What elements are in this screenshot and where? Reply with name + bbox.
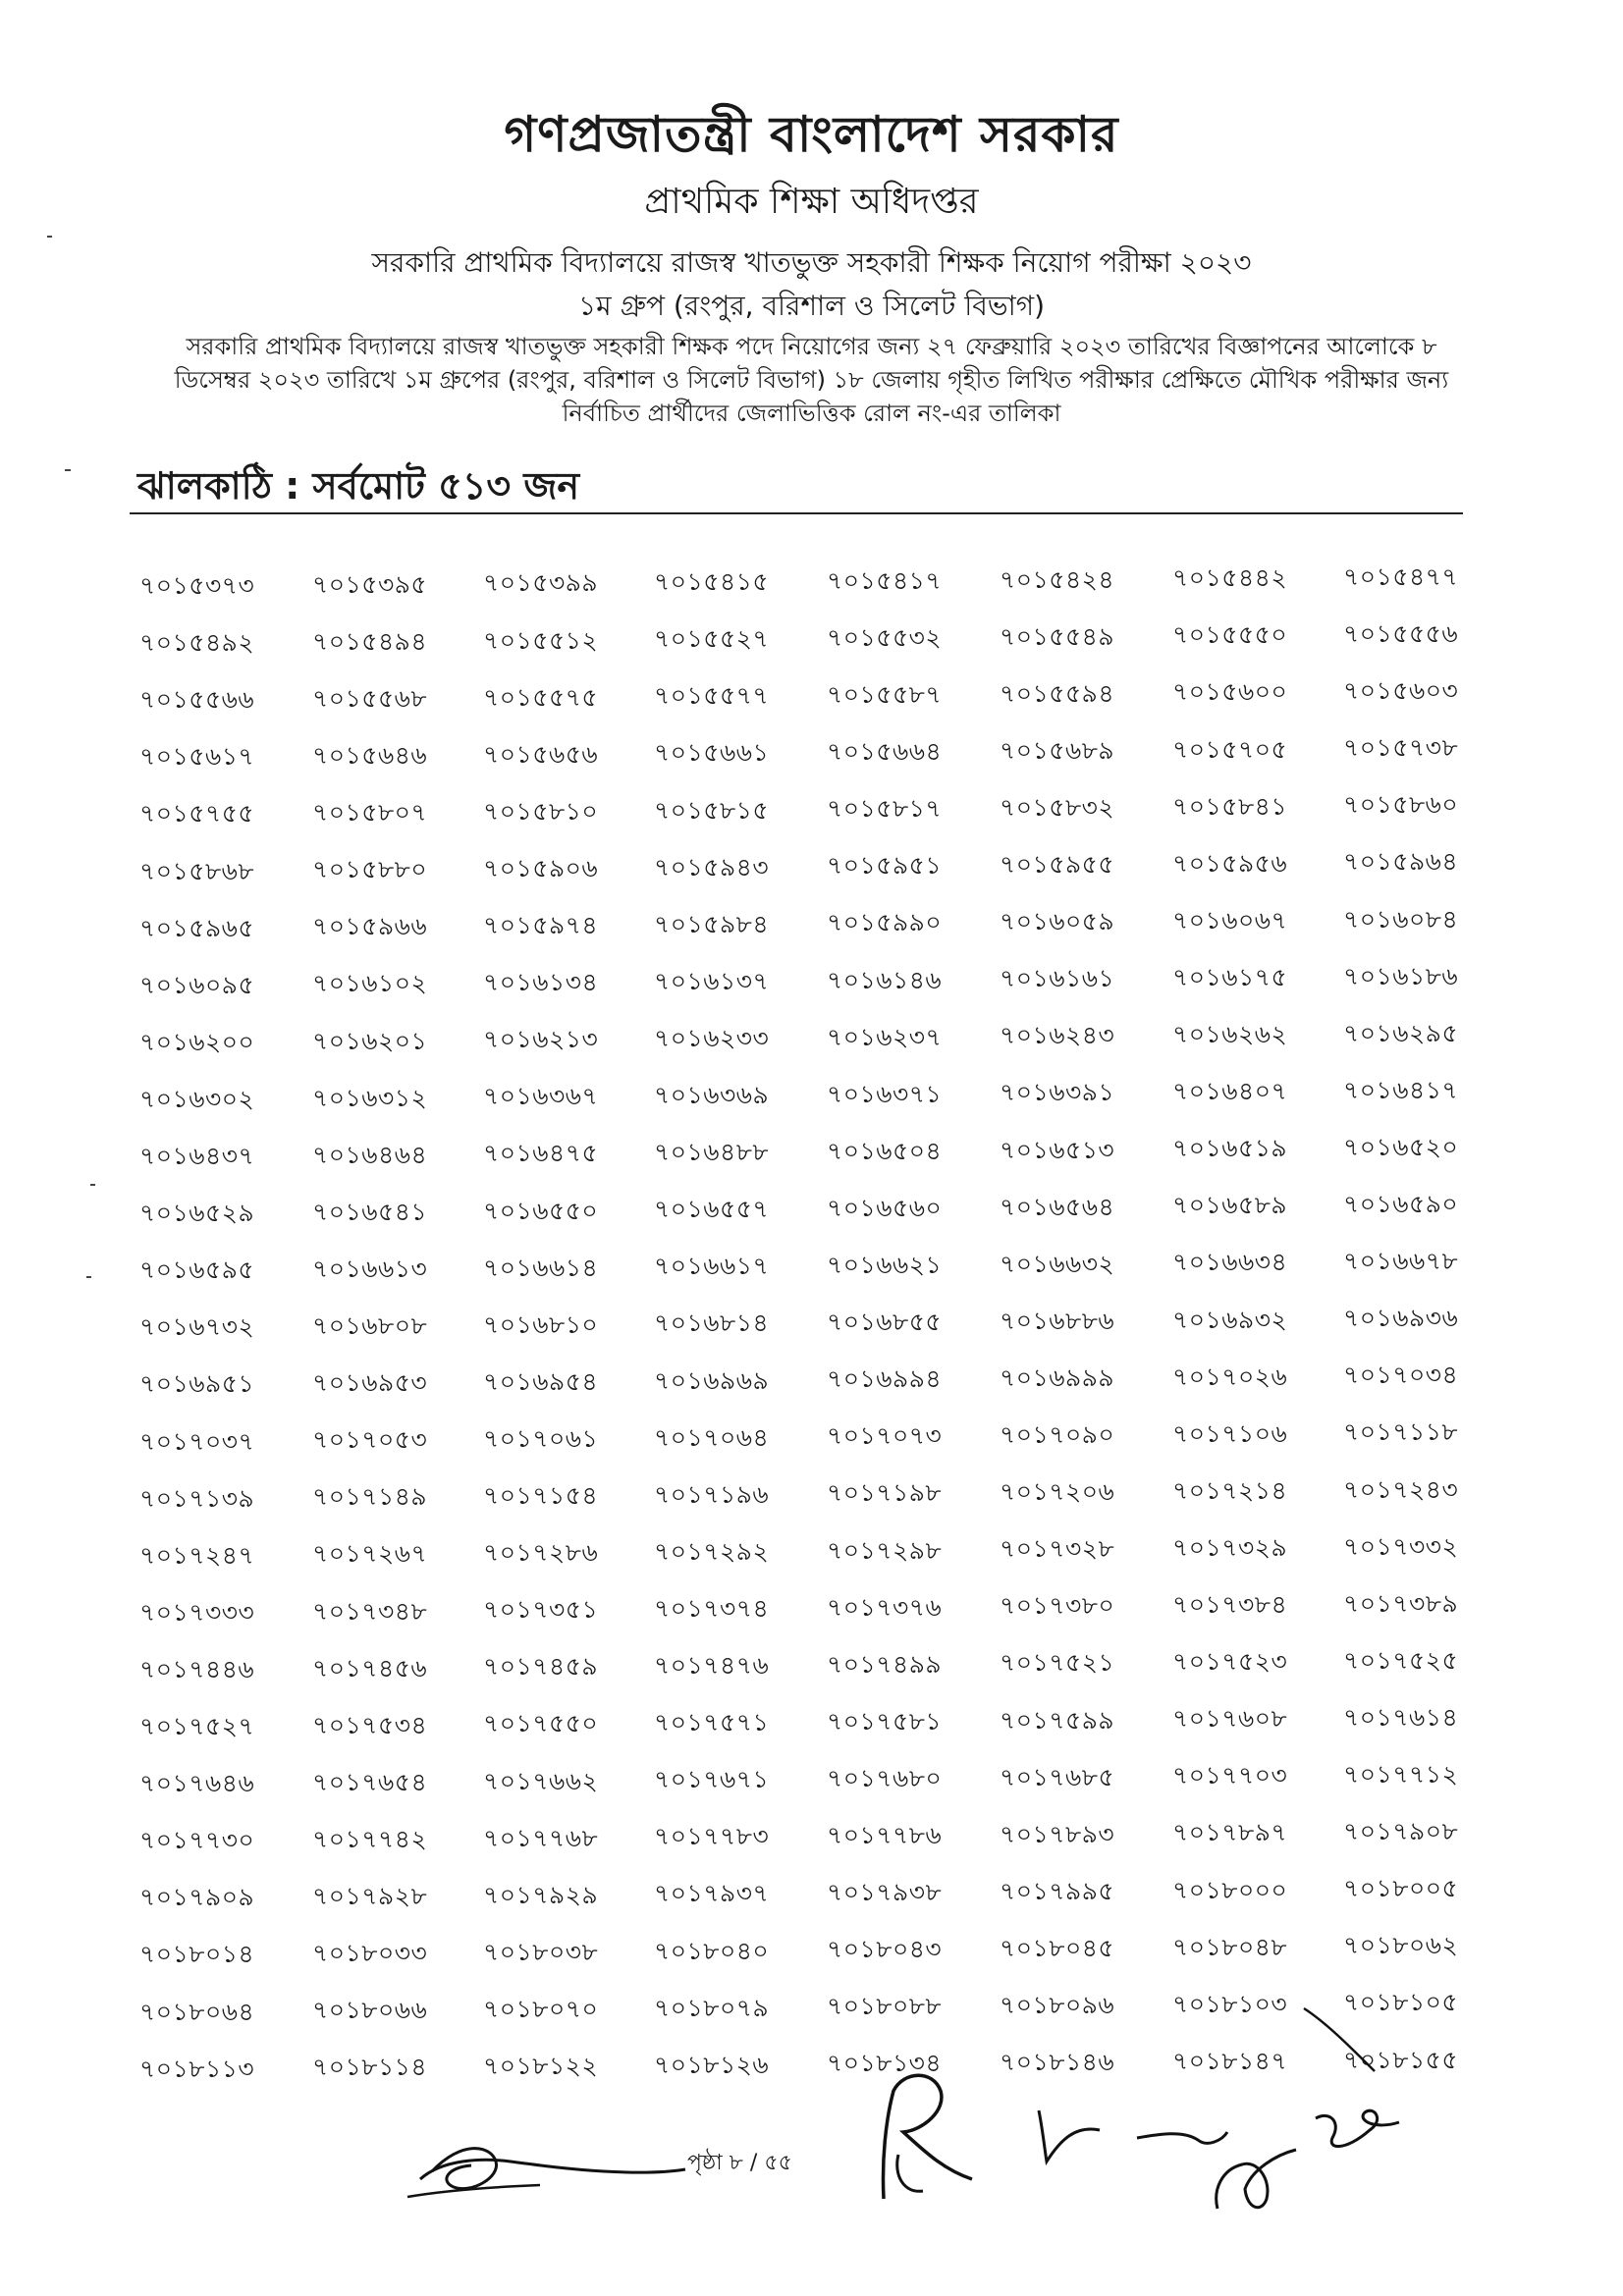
- roll-number: ৭০১৮০৯৬: [1000, 1991, 1115, 2019]
- roll-number: ৭০১৫৯৬৫: [139, 914, 255, 942]
- roll-number: ৭০১৫৬০৩: [1343, 676, 1459, 705]
- roll-number: ৭০১৮০৬৬: [312, 1996, 428, 2024]
- roll-number: ৭০১৬০৫৯: [1000, 907, 1115, 935]
- roll-number: ৭০১৬৯৬৯: [654, 1366, 770, 1395]
- scan-mark: [47, 236, 52, 238]
- exam-title: সরকারি প্রাথমিক বিদ্যালয়ে রাজস্ব খাতভুক্ত সহকারী শিক্ষক নিয়োগ পরীক্ষা ২০২৩: [371, 246, 1252, 279]
- roll-number: ৭০১৬১৭৫: [1172, 963, 1288, 991]
- roll-number: ৭০১৫৫৫০: [1172, 620, 1288, 649]
- roll-number: ৭০১৭৫৮১: [827, 1707, 943, 1735]
- scan-mark: [90, 1184, 95, 1186]
- roll-number: ৭০১৮১৩৪: [827, 2049, 943, 2077]
- roll-number: ৭০১৫৬০০: [1172, 677, 1288, 706]
- roll-number: ৭০১৫৮৮০: [312, 855, 428, 883]
- roll-number: ৭০১৭৬৬২: [483, 1767, 599, 1795]
- roll-number: ৭০১৭৬৪৬: [139, 1769, 255, 1797]
- notice-line-2: ডিসেম্বর ২০২৩ তারিখে ১ম গ্রুপের (রংপুর, বরিশাল ও সিলেট বিভাগ) ১৮ জেলায় গৃহীত লিখিত পরীক্ষার প্রেক্ষিতে মৌখিক পরীক্ষার জন্য: [174, 366, 1449, 394]
- roll-number: ৭০১৫৩৯৯: [483, 568, 599, 597]
- roll-number: ৭০১৫৬৪৬: [312, 741, 428, 770]
- roll-number: ৭০১৮০৪০: [654, 1937, 770, 1965]
- roll-number: ৭০১৬৫১৩: [1000, 1136, 1115, 1164]
- roll-number: ৭০১৭৩৮৯: [1343, 1589, 1459, 1618]
- roll-number: ৭০১৫৭৩৮: [1343, 733, 1459, 762]
- roll-number: ৭০১৭৫২৭: [139, 1712, 255, 1740]
- roll-number: ৭০১৭৩৮৪: [1172, 1590, 1288, 1619]
- roll-number: ৭০১৭১৪৯: [312, 1482, 428, 1511]
- roll-number: ৭০১৬৬৩২: [1000, 1250, 1115, 1278]
- roll-number: ৭০১৭৫৩৪: [312, 1711, 428, 1739]
- roll-number: ৭০১৫৮৬০: [1343, 790, 1459, 819]
- roll-number: ৭০১৫৯৬৬: [312, 912, 428, 940]
- roll-number: ৭০১৮১১৪: [312, 2053, 428, 2081]
- district-heading: ঝালকাঠি : সর্বমোট ৫১৩ জন: [137, 464, 580, 507]
- roll-number: ৭০১৬৬৭৮: [1343, 1247, 1459, 1275]
- roll-number: ৭০১৫৯৫১: [827, 851, 943, 880]
- roll-number: ৭০১৮০৪৩: [827, 1935, 943, 1963]
- roll-number: ৭০১৮০৬৪: [139, 1998, 255, 2026]
- roll-number: ৭০১৭৩২৮: [1000, 1534, 1115, 1563]
- roll-number: ৭০১৬২৬২: [1172, 1020, 1288, 1048]
- roll-number: ৭০১৭৩৭৬: [827, 1593, 943, 1622]
- roll-number: ৭০১৭৭১২: [1343, 1760, 1459, 1789]
- signature-3: [1031, 2101, 1109, 2169]
- roll-number: ৭০১৬৪৭৫: [483, 1139, 599, 1167]
- roll-number: ৭০১৮০০৫: [1343, 1874, 1459, 1902]
- roll-number: ৭০১৬৫৬০: [827, 1194, 943, 1222]
- group-title: ১ম গ্রুপ (রংপুর, বরিশাল ও সিলেট বিভাগ): [577, 290, 1046, 322]
- roll-number: ৭০১৫৮০৭: [312, 798, 428, 827]
- signature-5: [1296, 2002, 1414, 2081]
- roll-number: ৭০১৫৭০৫: [1172, 735, 1288, 764]
- roll-number: ৭০১৭২৬৭: [312, 1539, 428, 1568]
- roll-number: ৭০১৫৯৫৫: [1000, 850, 1115, 879]
- roll-number: ৭০১৫৬৬৪: [827, 737, 943, 766]
- roll-number: ৭০১৬৫৯৫: [139, 1255, 255, 1284]
- roll-number: ৭০১৫৯৪৩: [654, 853, 770, 881]
- roll-number: ৭০১৬৯৫৪: [483, 1367, 599, 1396]
- roll-number: ৭০১৫৩৯৫: [312, 570, 428, 599]
- roll-number: ৭০১৫৫৩২: [827, 623, 943, 652]
- roll-number: ৭০১৬৪০৭: [1172, 1077, 1288, 1105]
- roll-number: ৭০১৭৯৩৮: [827, 1878, 943, 1906]
- roll-number: ৭০১৭০৬৪: [654, 1423, 770, 1452]
- roll-number: ৭০১৭৪৭৬: [654, 1651, 770, 1680]
- roll-number: ৭০১৬৫৯০: [1343, 1190, 1459, 1218]
- roll-number: ৭০১৭১৯৬: [654, 1480, 770, 1509]
- roll-number: ৭০১৬৮১৪: [654, 1308, 770, 1337]
- roll-number: ৭০১৫৪৯২: [139, 628, 255, 657]
- roll-number: ৭০১৬০৯৫: [139, 971, 255, 999]
- roll-number: ৭০১৬১৩৭: [654, 967, 770, 995]
- roll-number: ৭০১৬৫৪১: [312, 1198, 428, 1226]
- roll-number: ৭০১৭১৫৪: [483, 1481, 599, 1510]
- roll-number: ৭০১৮০০০: [1172, 1876, 1288, 1904]
- scan-mark: [65, 469, 71, 471]
- roll-number: ৭০১৫৯০৬: [483, 854, 599, 882]
- roll-number: ৭০১৬৭৩২: [139, 1312, 255, 1341]
- roll-number: ৭০১৭১০৬: [1172, 1419, 1288, 1448]
- roll-number: ৭০১৭০৫৩: [312, 1425, 428, 1454]
- roll-number: ৭০১৮১৪৬: [1000, 2048, 1115, 2076]
- roll-number: ৭০১৫৫৪৯: [1000, 622, 1115, 651]
- roll-number: ৭০১৫৪৪২: [1172, 563, 1288, 592]
- roll-number: ৭০১৭২০৬: [1000, 1477, 1115, 1506]
- roll-number: ৭০১৬২৯৫: [1343, 1019, 1459, 1047]
- roll-number: ৭০১৮০৩৩: [312, 1939, 428, 1967]
- roll-number: ৭০১৬৪৩৭: [139, 1142, 255, 1170]
- roll-number: ৭০১৫৪৭৭: [1343, 562, 1459, 591]
- roll-number: ৭০১৬৫৬৪: [1000, 1193, 1115, 1221]
- roll-number: ৭০১৭৩৪৮: [312, 1597, 428, 1626]
- roll-number: ৭০১৭৭৮৬: [827, 1821, 943, 1849]
- roll-number: ৭০১৭১১৮: [1343, 1417, 1459, 1446]
- roll-number: ৭০১৫৯৮৪: [654, 910, 770, 938]
- roll-number: ৭০১৭৭৬৮: [483, 1824, 599, 1852]
- roll-number: ৭০১৬০৮৪: [1343, 905, 1459, 934]
- roll-number: ৭০১৮১০৩: [1172, 1990, 1288, 2018]
- roll-number: ৭০১৭৭০৩: [1172, 1761, 1288, 1789]
- roll-number: ৭০১৫৮১৫: [654, 796, 770, 825]
- roll-number: ৭০১৭০৩৭: [139, 1427, 255, 1456]
- roll-number: ৭০১৫৬৮৯: [1000, 736, 1115, 765]
- roll-number: ৭০১৭৪৯৯: [827, 1650, 943, 1679]
- roll-number: ৭০১৬৬১৩: [312, 1255, 428, 1283]
- roll-number: ৭০১৭৭৮৩: [654, 1822, 770, 1850]
- roll-number: ৭০১৫৫২৭: [654, 624, 770, 653]
- roll-number: ৭০১৭২৯৮: [827, 1536, 943, 1565]
- roll-number: ৭০১৮০৩৮: [483, 1938, 599, 1966]
- roll-number: ৭০১৫৯৬৪: [1343, 847, 1459, 876]
- roll-number: ৭০১৭৯২৮: [312, 1882, 428, 1910]
- roll-number: ৭০১৭৫৭১: [654, 1708, 770, 1736]
- roll-number: ৭০১৫৯৫৬: [1172, 849, 1288, 878]
- roll-number: ৭০১৫৫৬৮: [312, 684, 428, 713]
- roll-number: ৭০১৭১৯৮: [827, 1478, 943, 1507]
- roll-number: ৭০১৬৮৫৫: [827, 1308, 943, 1336]
- roll-number: ৭০১৮১১৩: [139, 2055, 255, 2083]
- roll-number: ৭০১৫৮১৭: [827, 794, 943, 823]
- roll-number: ৭০১৭৮৯৭: [1172, 1818, 1288, 1846]
- roll-number: ৭০১৫৫৬৬: [139, 685, 255, 714]
- roll-number: ৭০১৫৩৭৩: [139, 571, 255, 600]
- roll-number: ৭০১৫৫৮৭: [827, 680, 943, 709]
- roll-number: ৭০১৬১৩৪: [483, 968, 599, 996]
- roll-number: ৭০১৭৩৮০: [1000, 1591, 1115, 1620]
- roll-number: ৭০১৫৮৩২: [1000, 793, 1115, 822]
- roll-number: ৭০১৬৫৫৭: [654, 1195, 770, 1223]
- roll-number: ৭০১৬২১৩: [483, 1025, 599, 1053]
- roll-number: ৭০১৬১৮৬: [1343, 962, 1459, 990]
- roll-number: ৭০১৭০৬১: [483, 1424, 599, 1453]
- roll-number: ৭০১৬৫৫০: [483, 1197, 599, 1225]
- roll-number: ৭০১৭১৩৯: [139, 1484, 255, 1513]
- roll-number: ৭০১৭৫২১: [1000, 1648, 1115, 1677]
- roll-number: ৭০১৫৫৫৬: [1343, 619, 1459, 648]
- roll-number: ৭০১৫৮৪১: [1172, 792, 1288, 821]
- roll-number: ৭০১৬৯৯৯: [1000, 1363, 1115, 1392]
- roll-number: ৭০১৬৫২৯: [139, 1199, 255, 1227]
- roll-number: ৭০১৮০৭৯: [654, 1994, 770, 2022]
- roll-number: ৭০১৮১২২: [483, 2052, 599, 2080]
- roll-number: ৭০১৬৯৩২: [1172, 1306, 1288, 1334]
- roll-number: ৭০১৭৬৮০: [827, 1764, 943, 1792]
- roll-number: ৭০১৫৫৭৭: [654, 681, 770, 710]
- roll-number: ৭০১৬৯৫১: [139, 1369, 255, 1398]
- roll-number: ৭০১৭৬০৮: [1172, 1704, 1288, 1733]
- roll-number: ৭০১৬৮০৮: [312, 1311, 428, 1340]
- government-title: গণপ্রজাতন্ত্রী বাংলাদেশ সরকার: [504, 106, 1119, 163]
- roll-number: ৭০১৬৬২১: [827, 1251, 943, 1279]
- roll-number: ৭০১৬০৬৭: [1172, 906, 1288, 934]
- roll-number: ৭০১৭৭৪২: [312, 1825, 428, 1853]
- roll-number: ৭০১৬২৪৩: [1000, 1021, 1115, 1049]
- roll-number: ৭০১৬৯৫৩: [312, 1368, 428, 1397]
- roll-number: ৭০১৫৭৫৫: [139, 799, 255, 828]
- roll-number: ৭০১৬২০০: [139, 1028, 255, 1056]
- roll-number: ৭০১৬২৩৭: [827, 1023, 943, 1051]
- roll-number: ৭০১৬২৩৩: [654, 1024, 770, 1052]
- roll-number: ৭০১৬৮৮৬: [1000, 1307, 1115, 1335]
- roll-number: ৭০১৫৬৬১: [654, 738, 770, 767]
- roll-number: ৭০১৬৬১৪: [483, 1254, 599, 1282]
- roll-number: ৭০১৫৪১৭: [827, 566, 943, 595]
- roll-number: ৭০১৬৯৯৪: [827, 1364, 943, 1393]
- roll-number: ৭০১৬২০১: [312, 1027, 428, 1055]
- roll-number: ৭০১৭৮৯৩: [1000, 1820, 1115, 1848]
- roll-number: ৭০১৭৫২৫: [1343, 1646, 1459, 1675]
- roll-number: ৭০১৮১০৫: [1343, 1988, 1459, 2016]
- roll-number: ৭০১৮১৫৫: [1343, 2046, 1459, 2074]
- roll-number: ৭০১৭২৪৩: [1343, 1475, 1459, 1504]
- page-number: পৃষ্ঠা ৮ / ৫৫: [687, 2151, 792, 2175]
- roll-number: ৭০১৬৫০৪: [827, 1137, 943, 1165]
- roll-number: ৭০১৭৫২৩: [1172, 1647, 1288, 1676]
- signature-1: [403, 2101, 697, 2209]
- roll-number: ৭০১৭৪৫৯: [483, 1652, 599, 1681]
- roll-number: ৭০১৭৯৩৭: [654, 1879, 770, 1907]
- roll-number: ৭০১৭৬৫৪: [312, 1768, 428, 1796]
- roll-number: ৭০১৬১৬১: [1000, 964, 1115, 992]
- roll-number: ৭০১৭৩৫১: [483, 1595, 599, 1624]
- roll-number: ৭০১৮০৮৮: [827, 1992, 943, 2020]
- roll-number: ৭০১৮১৪৭: [1172, 2047, 1288, 2075]
- signature-2: [864, 2061, 992, 2209]
- roll-number: ৭০১৫৫৯৪: [1000, 679, 1115, 708]
- roll-number: ৭০১৭৩২৯: [1172, 1533, 1288, 1562]
- roll-number: ৭০১৭০৭৩: [827, 1421, 943, 1450]
- roll-number: ৭০১৭৫৯৯: [1000, 1706, 1115, 1735]
- roll-number: ৭০১৫৬৫৬: [483, 740, 599, 769]
- roll-number: ৭০১৬৩০২: [139, 1085, 255, 1113]
- roll-number: ৭০১৫৮৬৮: [139, 857, 255, 885]
- roll-number: ৭০১৫৯৯০: [827, 908, 943, 936]
- roll-number: ৭০১৫৪২৪: [1000, 565, 1115, 594]
- roll-number: ৭০১৬৩১২: [312, 1084, 428, 1112]
- roll-number: ৭০১৬৬১৭: [654, 1252, 770, 1280]
- roll-number: ৭০১৮০৪৮: [1172, 1933, 1288, 1961]
- roll-number: ৭০১৬৯৩৬: [1343, 1304, 1459, 1332]
- roll-number: ৭০১৫৯৭৪: [483, 911, 599, 939]
- roll-number: ৭০১৭৩৩৩: [139, 1598, 255, 1627]
- roll-number: ৭০১৮০৬২: [1343, 1931, 1459, 1959]
- roll-number: ৭০১৫৫৭৫: [483, 683, 599, 712]
- roll-number: ৭০১৭৯০৯: [139, 1883, 255, 1911]
- roll-number: ৭০১৭৯২৯: [483, 1881, 599, 1909]
- roll-number: ৭০১৭২৮৬: [483, 1538, 599, 1567]
- roll-number: ৭০১৮০৭০: [483, 1995, 599, 2023]
- roll-number: ৭০১৭২১৪: [1172, 1476, 1288, 1505]
- signature-4: [1129, 2061, 1424, 2218]
- roll-number: ৭০১৬১০২: [312, 969, 428, 997]
- roll-number: ৭০১৮০৪৫: [1000, 1934, 1115, 1962]
- roll-number: ৭০১৬১৪৬: [827, 966, 943, 994]
- roll-number: ৭০১৮১২৬: [654, 2051, 770, 2079]
- roll-number: ৭০১৬৮১০: [483, 1310, 599, 1339]
- roll-number: ৭০১৬৪৮৮: [654, 1138, 770, 1166]
- roll-number: ৭০১৬৬৩৪: [1172, 1248, 1288, 1276]
- roll-number: ৭০১৫৪৯৪: [312, 627, 428, 656]
- roll-number: ৭০১৫৫১২: [483, 626, 599, 655]
- roll-number: ৭০১৭৩৭৪: [654, 1594, 770, 1623]
- roll-number: ৭০১৬৫১৯: [1172, 1134, 1288, 1162]
- roll-number: ৭০১৭৬১৪: [1343, 1703, 1459, 1732]
- roll-number: ৭০১৬৫৮৯: [1172, 1191, 1288, 1219]
- roll-number: ৭০১৭৪৪৬: [139, 1655, 255, 1683]
- roll-number: ৭০১৫৬১৭: [139, 742, 255, 771]
- roll-number: ৭০১৭৯০৮: [1343, 1817, 1459, 1845]
- roll-number: ৭০১৭৯৯৫: [1000, 1877, 1115, 1905]
- roll-number: ৭০১৭৪৫৬: [312, 1654, 428, 1682]
- roll-number: ৭০১৫৪১৫: [654, 567, 770, 596]
- roll-number: ৭০১৭২৪৭: [139, 1541, 255, 1570]
- roll-number: ৭০১৭০৩৪: [1343, 1361, 1459, 1389]
- roll-number: ৭০১৮০১৪: [139, 1940, 255, 1968]
- roll-number: ৭০১৭০২৬: [1172, 1362, 1288, 1391]
- roll-number: ৭০১৬৩৯১: [1000, 1078, 1115, 1106]
- roll-number: ৭০১৭৭৩০: [139, 1826, 255, 1854]
- department-title: প্রাথমিক শিক্ষা অধিদপ্তর: [644, 182, 979, 222]
- notice-line-3: নির্বাচিত প্রার্থীদের জেলাভিত্তিক রোল নং-এর তালিকা: [562, 400, 1061, 427]
- roll-number: ৭০১৬৪১৭: [1343, 1076, 1459, 1104]
- roll-number: ৭০১৬৩৬৯: [654, 1081, 770, 1109]
- roll-number: ৭০১৬৫২০: [1343, 1133, 1459, 1161]
- roll-number: ৭০১৭৩৩২: [1343, 1532, 1459, 1561]
- roll-number: ৭০১৬৩৬৭: [483, 1082, 599, 1110]
- roll-number: ৭০১৬৪৬৪: [312, 1141, 428, 1169]
- scan-mark: [86, 1276, 91, 1278]
- roll-number: ৭০১৭৫৫০: [483, 1709, 599, 1737]
- notice-line-1: সরকারি প্রাথমিক বিদ্যালয়ে রাজস্ব খাতভুক্ত সহকারী শিক্ষক পদে নিয়োগের জন্য ২৭ ফেব্রুয়ারি ২০২৩ তারিখের বিজ্ঞাপনের আলোকে ৮: [186, 333, 1437, 360]
- roll-number: ৭০১৫৮১০: [483, 797, 599, 826]
- roll-number: ৭০১৭৬৭১: [654, 1765, 770, 1793]
- roll-number: ৭০১৬৩৭১: [827, 1080, 943, 1108]
- roll-number: ৭০১৭৬৮৫: [1000, 1763, 1115, 1791]
- roll-number: ৭০১৭০৯০: [1000, 1420, 1115, 1449]
- roll-number: ৭০১৭২৯২: [654, 1537, 770, 1566]
